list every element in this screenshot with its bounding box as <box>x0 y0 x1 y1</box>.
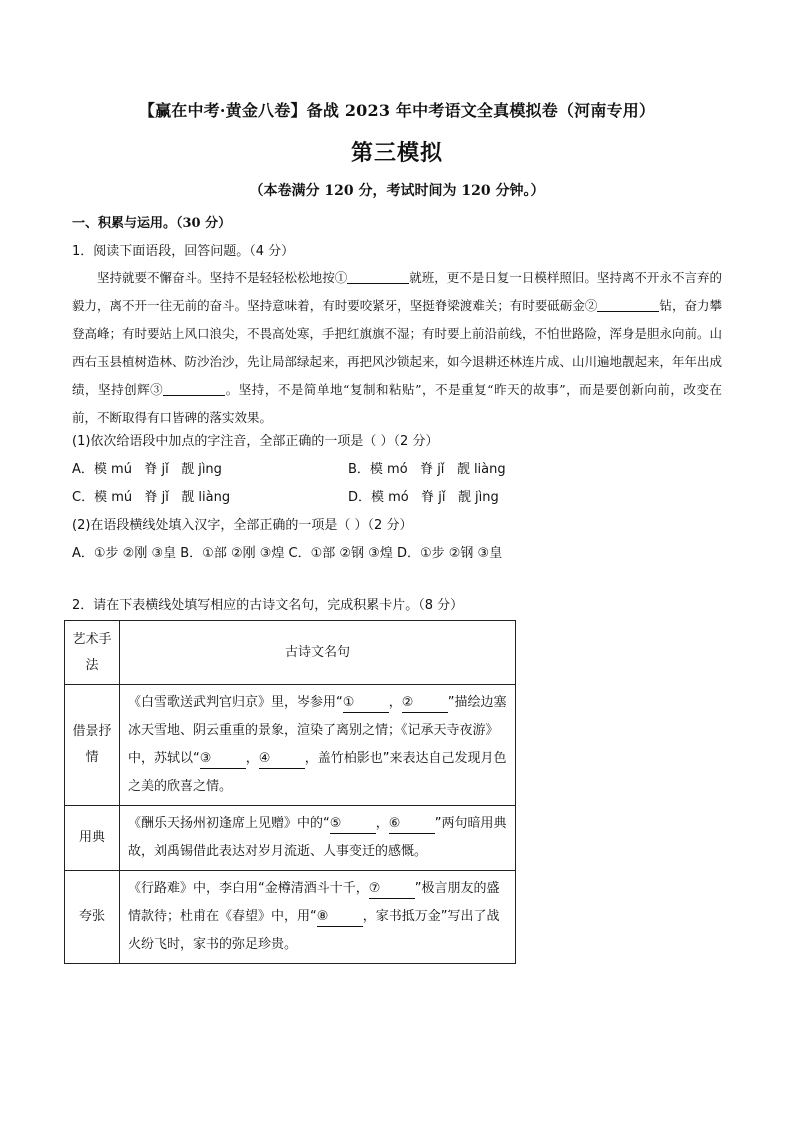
cell-text: ”极言朋友的盛情款待；杜甫在《春望》中，用“ <box>128 881 500 924</box>
technique-cell: 用典 <box>65 806 120 871</box>
cell-text: 《酬乐天扬州初逢席上见赠》中的“ <box>128 816 330 831</box>
cell-text: 《行路难》中，李白用“金樽清酒斗十千， <box>128 881 369 896</box>
quote-cell <box>120 871 516 964</box>
cell-text: ， <box>375 816 389 831</box>
fill-blank-1[interactable] <box>347 269 409 284</box>
table-header-row <box>65 621 516 685</box>
passage-part-3: 钻，奋力攀登高峰；有时要站上风口浪尖，不畏高处寒，手把红旗旗不湿；有时要上前沿前线，不怕世路险，浑身是胆永向前。山西右玉县植树造林、防沙治沙，先让局部绿起来，再把风沙锁起来，如今退耕还林连片成、山川遍地靓起来，年年出成绩，坚持创辉③ <box>72 298 723 397</box>
passage-part-2: 就班，更不是日复一日模样照旧。坚持离不开永不言弃的毅力，离不开一往无前的奋斗。坚持意味着，有时要咬紧牙，坚挺脊梁渡难关；有时要砥砺金② <box>72 270 722 313</box>
cell-text: 《白雪歌送武判官归京》里，岑参用“ <box>128 695 343 710</box>
sub2-options[interactable]: A．①步 ②刚 ③皇 B．①部 ②刚 ③煌 C．①部 ②钢 ③煌 D．①步 ②钢 ③皇 <box>72 546 503 561</box>
header-quotes: 古诗文名句 <box>120 621 516 685</box>
quote-cell <box>120 685 516 806</box>
option-d[interactable]: D．模 mó 脊 jǐ 靓 jìng <box>348 490 499 505</box>
option-b[interactable]: B．模 mó 脊 jǐ 靓 liàng <box>348 462 506 477</box>
question-1-sub1: (1)依次给语段中加点的字注音，全部正确的一项是（ ）（2 分） <box>72 434 439 449</box>
answer-blank-5[interactable]: ⑤ <box>330 815 376 834</box>
exam-title: 第三模拟 <box>350 140 443 166</box>
cell-text: ， <box>388 695 402 710</box>
fill-blank-2[interactable] <box>597 297 659 312</box>
table-row <box>65 806 516 871</box>
exam-subtitle: （本卷满分 120 分，考试时间为 120 分钟。） <box>249 183 545 199</box>
question-1-sub2: (2)在语段横线处填入汉字，全部正确的一项是（ ）（2 分） <box>72 518 413 533</box>
answer-blank-2[interactable]: ② <box>402 694 448 713</box>
technique-cell: 夸张 <box>65 871 120 964</box>
answer-blank-4[interactable]: ④ <box>259 750 305 769</box>
quote-cell <box>120 806 516 871</box>
cell-text: ，家书抵万金”写出了战火纷飞时，家书的弥足珍贵。 <box>128 909 500 952</box>
passage-part-1: 坚持就要不懈奋斗。坚持不是轻轻松松地按① <box>97 270 348 285</box>
question-2-title: 2．请在下表横线处填写相应的古诗文名句，完成积累卡片。（8 分） <box>72 598 464 613</box>
answer-blank-3[interactable]: ③ <box>200 750 246 769</box>
accumulation-card-table <box>64 620 516 964</box>
passage-part-4: 。坚持，不是简单地“复制和粘贴”，不是重复“昨天的故事”，而是要创新向前，改变在前，不断取得有口皆碑的落实效果。 <box>72 382 722 425</box>
cell-text: ”描绘边塞冰天雪地、阴云重重的景象，渲染了离别之情；《记承天寺夜游》中，苏轼以“ <box>128 695 507 766</box>
exam-series-title: 【赢在中考·黄金八卷】备战 2023 年中考语文全真模拟卷（河南专用） <box>138 101 656 120</box>
section-heading: 一、积累与运用。（30 分） <box>72 216 232 231</box>
question-1-title: 1．阅读下面语段，回答问题。（4 分） <box>72 244 295 259</box>
table-row <box>65 871 516 964</box>
header-technique: 艺术手法 <box>65 621 120 685</box>
question-1-passage <box>72 264 722 432</box>
cell-text: ”两句暗用典故，刘禹锡借此表达对岁月流逝、人事变迁的感慨。 <box>128 816 507 859</box>
technique-cell: 借景抒情 <box>65 685 120 806</box>
fill-blank-3[interactable] <box>163 381 225 396</box>
option-a[interactable]: A．模 mú 脊 jǐ 靓 jìng <box>72 462 222 477</box>
cell-text: ， <box>245 751 259 766</box>
answer-blank-1[interactable]: ① <box>343 694 389 713</box>
cell-text: ，盖竹柏影也”来表达自己发现月色之美的欣喜之情。 <box>128 751 507 794</box>
table-row <box>65 685 516 806</box>
answer-blank-8[interactable]: ⑧ <box>317 908 363 927</box>
answer-blank-7[interactable]: ⑦ <box>369 880 415 899</box>
answer-blank-6[interactable]: ⑥ <box>389 815 435 834</box>
option-c[interactable]: C．模 mú 脊 jǐ 靓 liàng <box>72 490 231 505</box>
